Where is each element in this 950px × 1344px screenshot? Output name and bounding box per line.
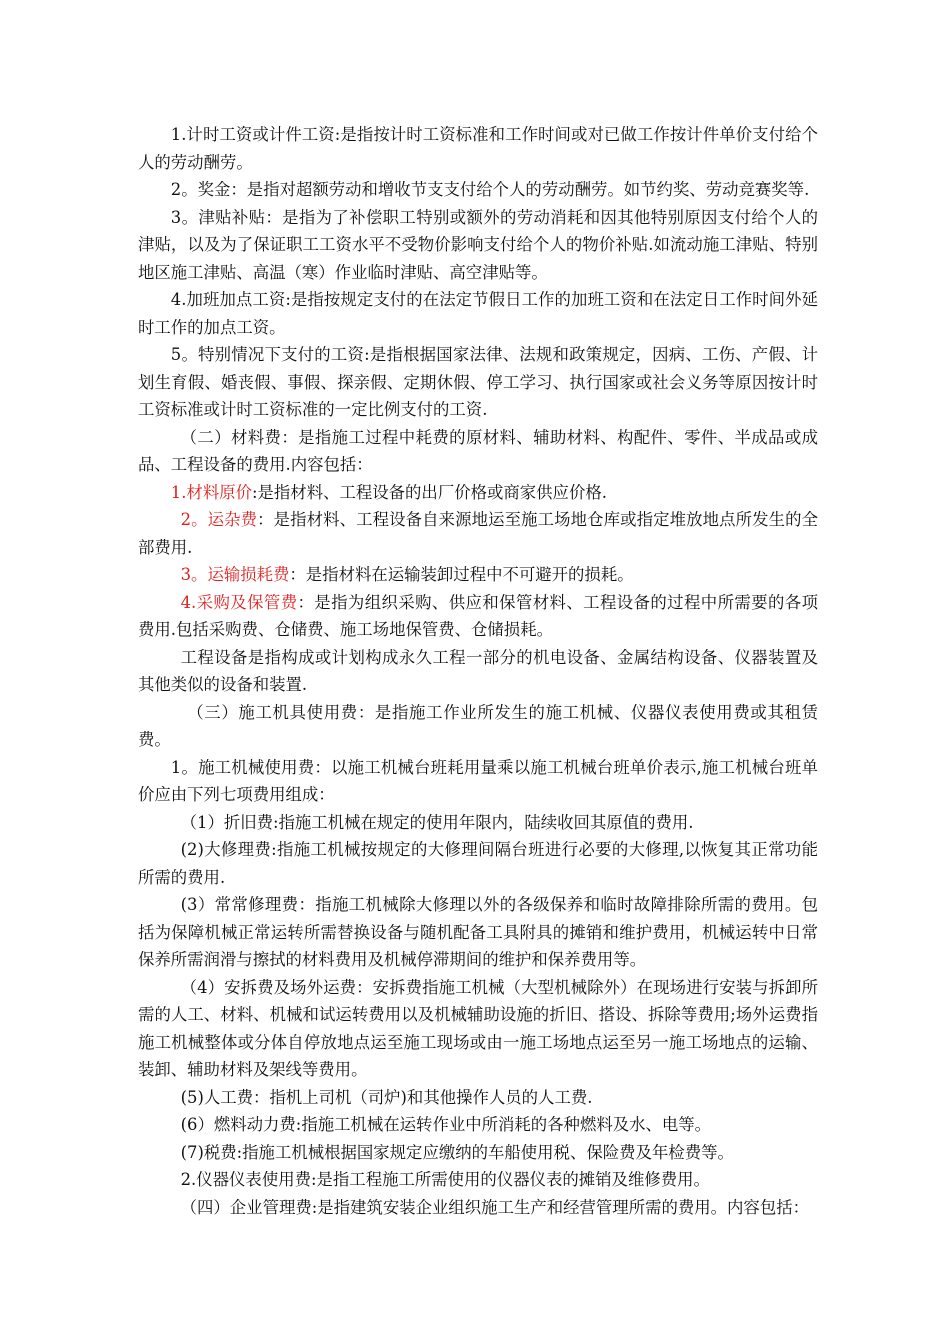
paragraph-overhaul: (2)大修理费:指施工机械按规定的大修理间隔台班进行必要的大修理,以恢复其正常功能所需的费用. [138,840,818,887]
paragraph-fuel: (6）燃料动力费:指施工机械在运转作业中所消耗的各种燃料及水、电等。 [180,1115,712,1134]
document-page [138,121,818,1221]
material-item-label: 4.采购及保管费 [180,592,298,612]
paragraph-allowance: 3。津贴补贴：是指为了补偿职工特别或额外的劳动消耗和因其他特别原因支付给个人的津贴，以及为了保证职工工资水平不受物价影响支付给个人的物价补贴.如流动施工津贴、特别地区施工津贴、高温（寒）作业临时津贴、高空津贴等。 [138,207,818,282]
material-item [138,479,818,507]
paragraph-management-cost: （四）企业管理费:是指建筑安装企业组织施工生产和经营管理所需的费用。内容包括： [180,1197,809,1217]
material-item-label: 3。运输损耗费 [180,565,290,584]
paragraph-time-wage: 1.计时工资或计件工资:是指按计时工资标准和工作时间或对已做工作按计件单价支付给个人的劳动酬劳。 [138,125,818,172]
paragraph-tax: (7)税费:指施工机械根据国家规定应缴纳的车船使用税、保险费及年检费等。 [180,1142,734,1162]
paragraph-overtime: 4.加班加点工资:是指按规定支付的在法定节假日工作的加班工资和在法定日工作时间外延时工作的加点工资。 [138,290,818,337]
material-item-text: :是指材料、工程设备的出厂价格或商家供应价格. [252,482,607,502]
material-item-text: ：是指材料在运输装卸过程中不可避开的损耗。 [289,565,634,584]
paragraph-bonus: 2。奖金：是指对超额劳动和增收节支支付给个人的劳动酬劳。如节约奖、劳动竞赛奖等. [170,180,810,199]
material-item [138,506,818,561]
paragraph-equipment: 工程设备是指构成或计划构成永久工程一部分的机电设备、金属结构设备、仪器装置及其他类似的设备和装置. [138,647,818,694]
material-item-label: 2。运杂费 [180,510,258,529]
paragraph-machinery-cost: （三）施工机具使用费：是指施工作业所发生的施工机械、仪器仪表使用费或其租赁费。 [138,702,818,749]
paragraph-special-wage: 5。特别情况下支付的工资:是指根据国家法律、法规和政策规定，因病、工伤、产假、计划生育假、婚丧假、事假、探亲假、定期休假、停工学习、执行国家或社会义务等原因按计时工资标准或计时工资标准的一定比例支付的工资. [138,345,818,419]
paragraph-labor: (5)人工费：指机上司机（司炉)和其他操作人员的人工费. [180,1087,593,1107]
material-item [138,589,818,644]
material-item-label: 1.材料原价 [170,482,252,502]
paragraph-machine-usage: 1。施工机械使用费：以施工机械台班耗用量乘以施工机械台班单价表示,施工机械台班单价应由下列七项费用组成： [138,757,818,804]
paragraph-depreciation: （1）折旧费:指施工机械在规定的使用年限内，陆续收回其原值的费用. [180,812,694,832]
material-item-text: ：是指材料、工程设备自来源地运至施工场地仓库或指定堆放地点所发生的全部费用. [138,510,818,557]
paragraph-material-cost: （二）材料费：是指施工过程中耗费的原材料、辅助材料、构配件、零件、半成品或成品、工程设备的费用.内容包括： [138,427,818,474]
paragraph-installation: （4）安拆费及场外运费：安拆费指施工机械（大型机械除外）在现场进行安装与拆卸所需的人工、材料、机械和试运转费用以及机械辅助设施的折旧、搭设、拆除等费用;场外运费指施工机械整体或分体自停放地点运至施工现场或由一施工场地点运至另一施工场地点的运输、装卸、辅助材料及架线等费用。 [138,977,818,1079]
paragraph-instrument: 2.仪器仪表使用费:是指工程施工所需使用的仪器仪表的摊销及维修费用。 [180,1170,710,1189]
material-item-text: ：是指为组织采购、供应和保管材料、工程设备的过程中所需要的各项费用.包括采购费、仓储费、施工场地保管费、仓储损耗。 [138,592,818,639]
paragraph-maintenance: (3）常常修理费：指施工机械除大修理以外的各级保养和临时故障排除所需的费用。包括为保障机械正常运转所需替换设备与随机配备工具附具的摊销和维护费用，机械运转中日常保养所需润滑与擦拭的材料费用及机械停滞期间的维护和保养费用等。 [138,895,818,969]
material-item [138,561,818,589]
